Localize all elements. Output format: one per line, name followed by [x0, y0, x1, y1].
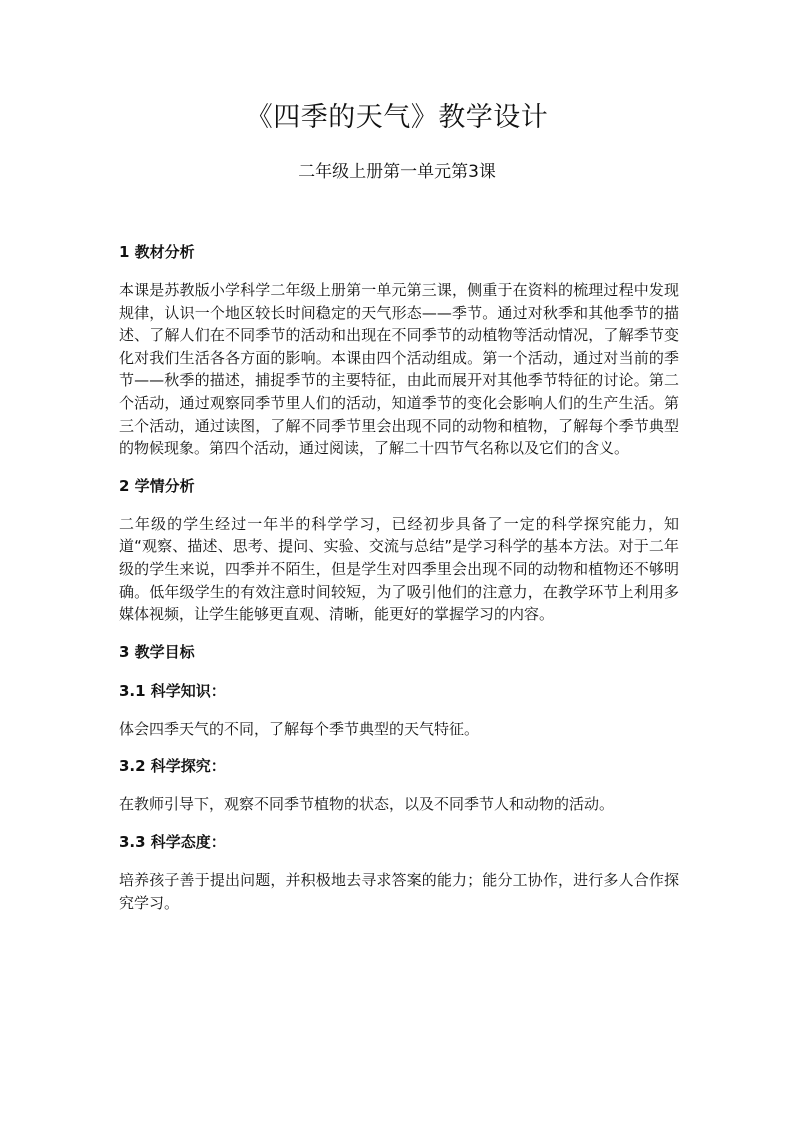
document-subtitle: 二年级上册第一单元第3课 [298, 162, 496, 182]
section-heading-science-knowledge: 3.1 科学知识： [119, 681, 226, 700]
section-heading-student-analysis: 2 学情分析 [119, 476, 195, 495]
section-heading-teaching-goals: 3 教学目标 [119, 642, 195, 661]
section-heading-textbook-analysis: 1 教材分析 [119, 243, 195, 261]
section-body-science-inquiry: 在教师引导下，观察不同季节植物的状态，以及不同季节人和动物的活动。 [119, 795, 615, 814]
section-body-student-analysis: 二年级的学生经过一年半的科学学习，已经初步具备了一定的科学探究能力，知道“观察、描述、思考、提问、实验、交流与总结”是学习科学的基本方法。对于二年级的学生来说，四季并不陌生，但是学生对四季里会出现不同的动物和植物还不够明确。低年级学生的有效注意时间较短，为了吸引他们的注意力，在教学环节上利用多媒体视频，让学生能够更直观、清晰，能更好的掌握学习的内容。 [119, 514, 679, 624]
document-title: 《四季的天气》教学设计 [245, 102, 549, 133]
section-heading-science-inquiry: 3.2 科学探究： [119, 757, 226, 776]
document-content [119, 240, 679, 928]
section-body-science-knowledge: 体会四季天气的不同，了解每个季节典型的天气特征。 [119, 719, 480, 738]
section-heading-science-attitude: 3.3 科学态度： [119, 832, 226, 851]
section-body-textbook-analysis: 本课是苏教版小学科学二年级上册第一单元第三课，侧重于在资料的梳理过程中发现规律，认识一个地区较长时间稳定的天气形态——季节。通过对秋季和其他季节的描述、了解人们在不同季节的活动和出现在不同季节的动植物等活动情况，了解季节变化对我们生活各各方面的影响。本课由四个活动组成。第一个活动，通过对当前的季节——秋季的描述，捕捉季节的主要特征，由此而展开对其他季节特征的讨论。第二个活动，通过观察同季节里人们的活动，知道季节的变化会影响人们的生产生活。第三个活动，通过读图，了解不同季节里会出现不同的动物和植物，了解每个季节典型的物候现象。第四个活动，通过阅读，了解二十四节气名称以及它们的含义。 [119, 281, 679, 458]
section-body-science-attitude: 培养孩子善于提出问题，并积极地去寻求答案的能力；能分工协作，进行多人合作探究学习。 [119, 870, 679, 912]
